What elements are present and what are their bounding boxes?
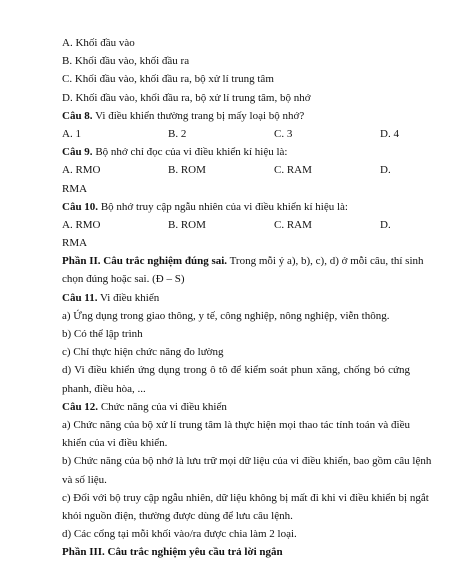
part2-instruction: Trong mỗi ý a), b), c), d) ở mỗi câu, thí sinh — [227, 255, 424, 268]
q11-text: Vi điều khiển — [97, 291, 160, 304]
part3-title: Phần III. Câu trắc nghiệm yêu cầu trả lời ngắn — [62, 546, 283, 559]
q8-text: Vi điều khiển thường trang bị mấy loại bộ nhớ? — [92, 109, 305, 122]
q7-option-b: B. Khối đầu vào, khối đầu ra — [62, 55, 190, 68]
q9-option-d-wrap: RMA — [62, 182, 88, 195]
q9-option-a: A. RMO — [62, 164, 101, 177]
part2-heading — [62, 252, 424, 270]
q12-question — [62, 398, 410, 416]
q8-option-a: A. 1 — [62, 127, 81, 140]
q11-statement-d: d) Vi điều khiển ứng dụng trong ô tô để kiểm soát phun xăng, chống bó cứng — [62, 364, 410, 377]
q12-statement-a-cont: khiển của vi điều khiển. — [62, 437, 168, 450]
q9-question — [62, 143, 410, 161]
q8-options — [62, 125, 410, 143]
q10-option-d: D. — [380, 218, 391, 231]
q12-text: Chức năng của vi điều khiển — [98, 400, 227, 413]
q10-option-a: A. RMO — [62, 218, 101, 231]
q9-option-d: D. — [380, 164, 391, 177]
q7-option-d: D. Khối đầu vào, khối đầu ra, bộ xử lí trung tâm, bộ nhớ — [62, 91, 311, 104]
q12-statement-d: d) Các cổng tại mỗi khối vào/ra được chia làm 2 loại. — [62, 528, 297, 541]
q10-option-b: B. ROM — [168, 218, 206, 231]
q12-statement-c: c) Đối với bộ truy cập ngẫu nhiên, dữ liệu không bị mất đi khi vi điều khiển bị ngắt — [62, 491, 429, 504]
q12-number: Câu 12. — [62, 400, 99, 413]
q7-option-a: A. Khối đầu vào — [62, 37, 135, 49]
q11-statement-b: b) Có thể lập trình — [62, 328, 143, 340]
document-page — [62, 34, 432, 561]
q11-statement-d-cont: phanh, điều hòa, ... — [62, 382, 146, 395]
q12-statement-c-cont: khỏi nguồn điện, thường được dùng để lưu câu lệnh. — [62, 509, 293, 522]
q10-option-c: C. RAM — [274, 218, 312, 231]
q12-statement-b: b) Chức năng của bộ nhớ là lưu trữ mọi dữ liệu của vi điều khiển, bao gồm câu lệnh — [62, 455, 432, 468]
q8-option-b: B. 2 — [168, 127, 187, 140]
q10-question — [62, 198, 410, 216]
q9-option-c: C. RAM — [274, 164, 312, 177]
q10-options — [62, 216, 410, 234]
q11-statement-c: c) Chỉ thực hiện chức năng đo lường — [62, 346, 224, 359]
q12-statement-a: a) Chức năng của bộ xử lí trung tâm là thực hiện mọi thao tác tính toán và điều — [62, 418, 410, 431]
q10-option-d-wrap: RMA — [62, 237, 88, 250]
part2-instruction-cont: chọn đúng hoặc sai. (Đ – S) — [62, 273, 185, 286]
q9-text: Bộ nhớ chỉ đọc của vi điều khiển kí hiệu là: — [92, 146, 288, 159]
q8-number: Câu 8. — [62, 109, 93, 122]
q9-options — [62, 161, 410, 179]
q10-number: Câu 10. — [62, 200, 99, 213]
q8-option-d: D. 4 — [380, 127, 399, 140]
q9-option-b: B. ROM — [168, 164, 206, 177]
q11-question — [62, 289, 410, 307]
q7-option-c: C. Khối đầu vào, khối đầu ra, bộ xử lí trung tâm — [62, 73, 274, 86]
q10-text: Bộ nhớ truy cập ngẫu nhiên của vi điều khiển kí hiệu là: — [98, 200, 348, 213]
q11-number: Câu 11. — [62, 291, 98, 304]
q8-question — [62, 107, 410, 125]
q11-statement-a: a) Ứng dụng trong giao thông, y tế, công nghiệp, nông nghiệp, viễn thông. — [62, 309, 390, 322]
part2-title: Phần II. Câu trắc nghiệm đúng sai. — [62, 255, 228, 268]
q8-option-c: C. 3 — [274, 127, 293, 140]
q9-number: Câu 9. — [62, 146, 93, 159]
q12-statement-b-cont: và số liệu. — [62, 473, 107, 486]
